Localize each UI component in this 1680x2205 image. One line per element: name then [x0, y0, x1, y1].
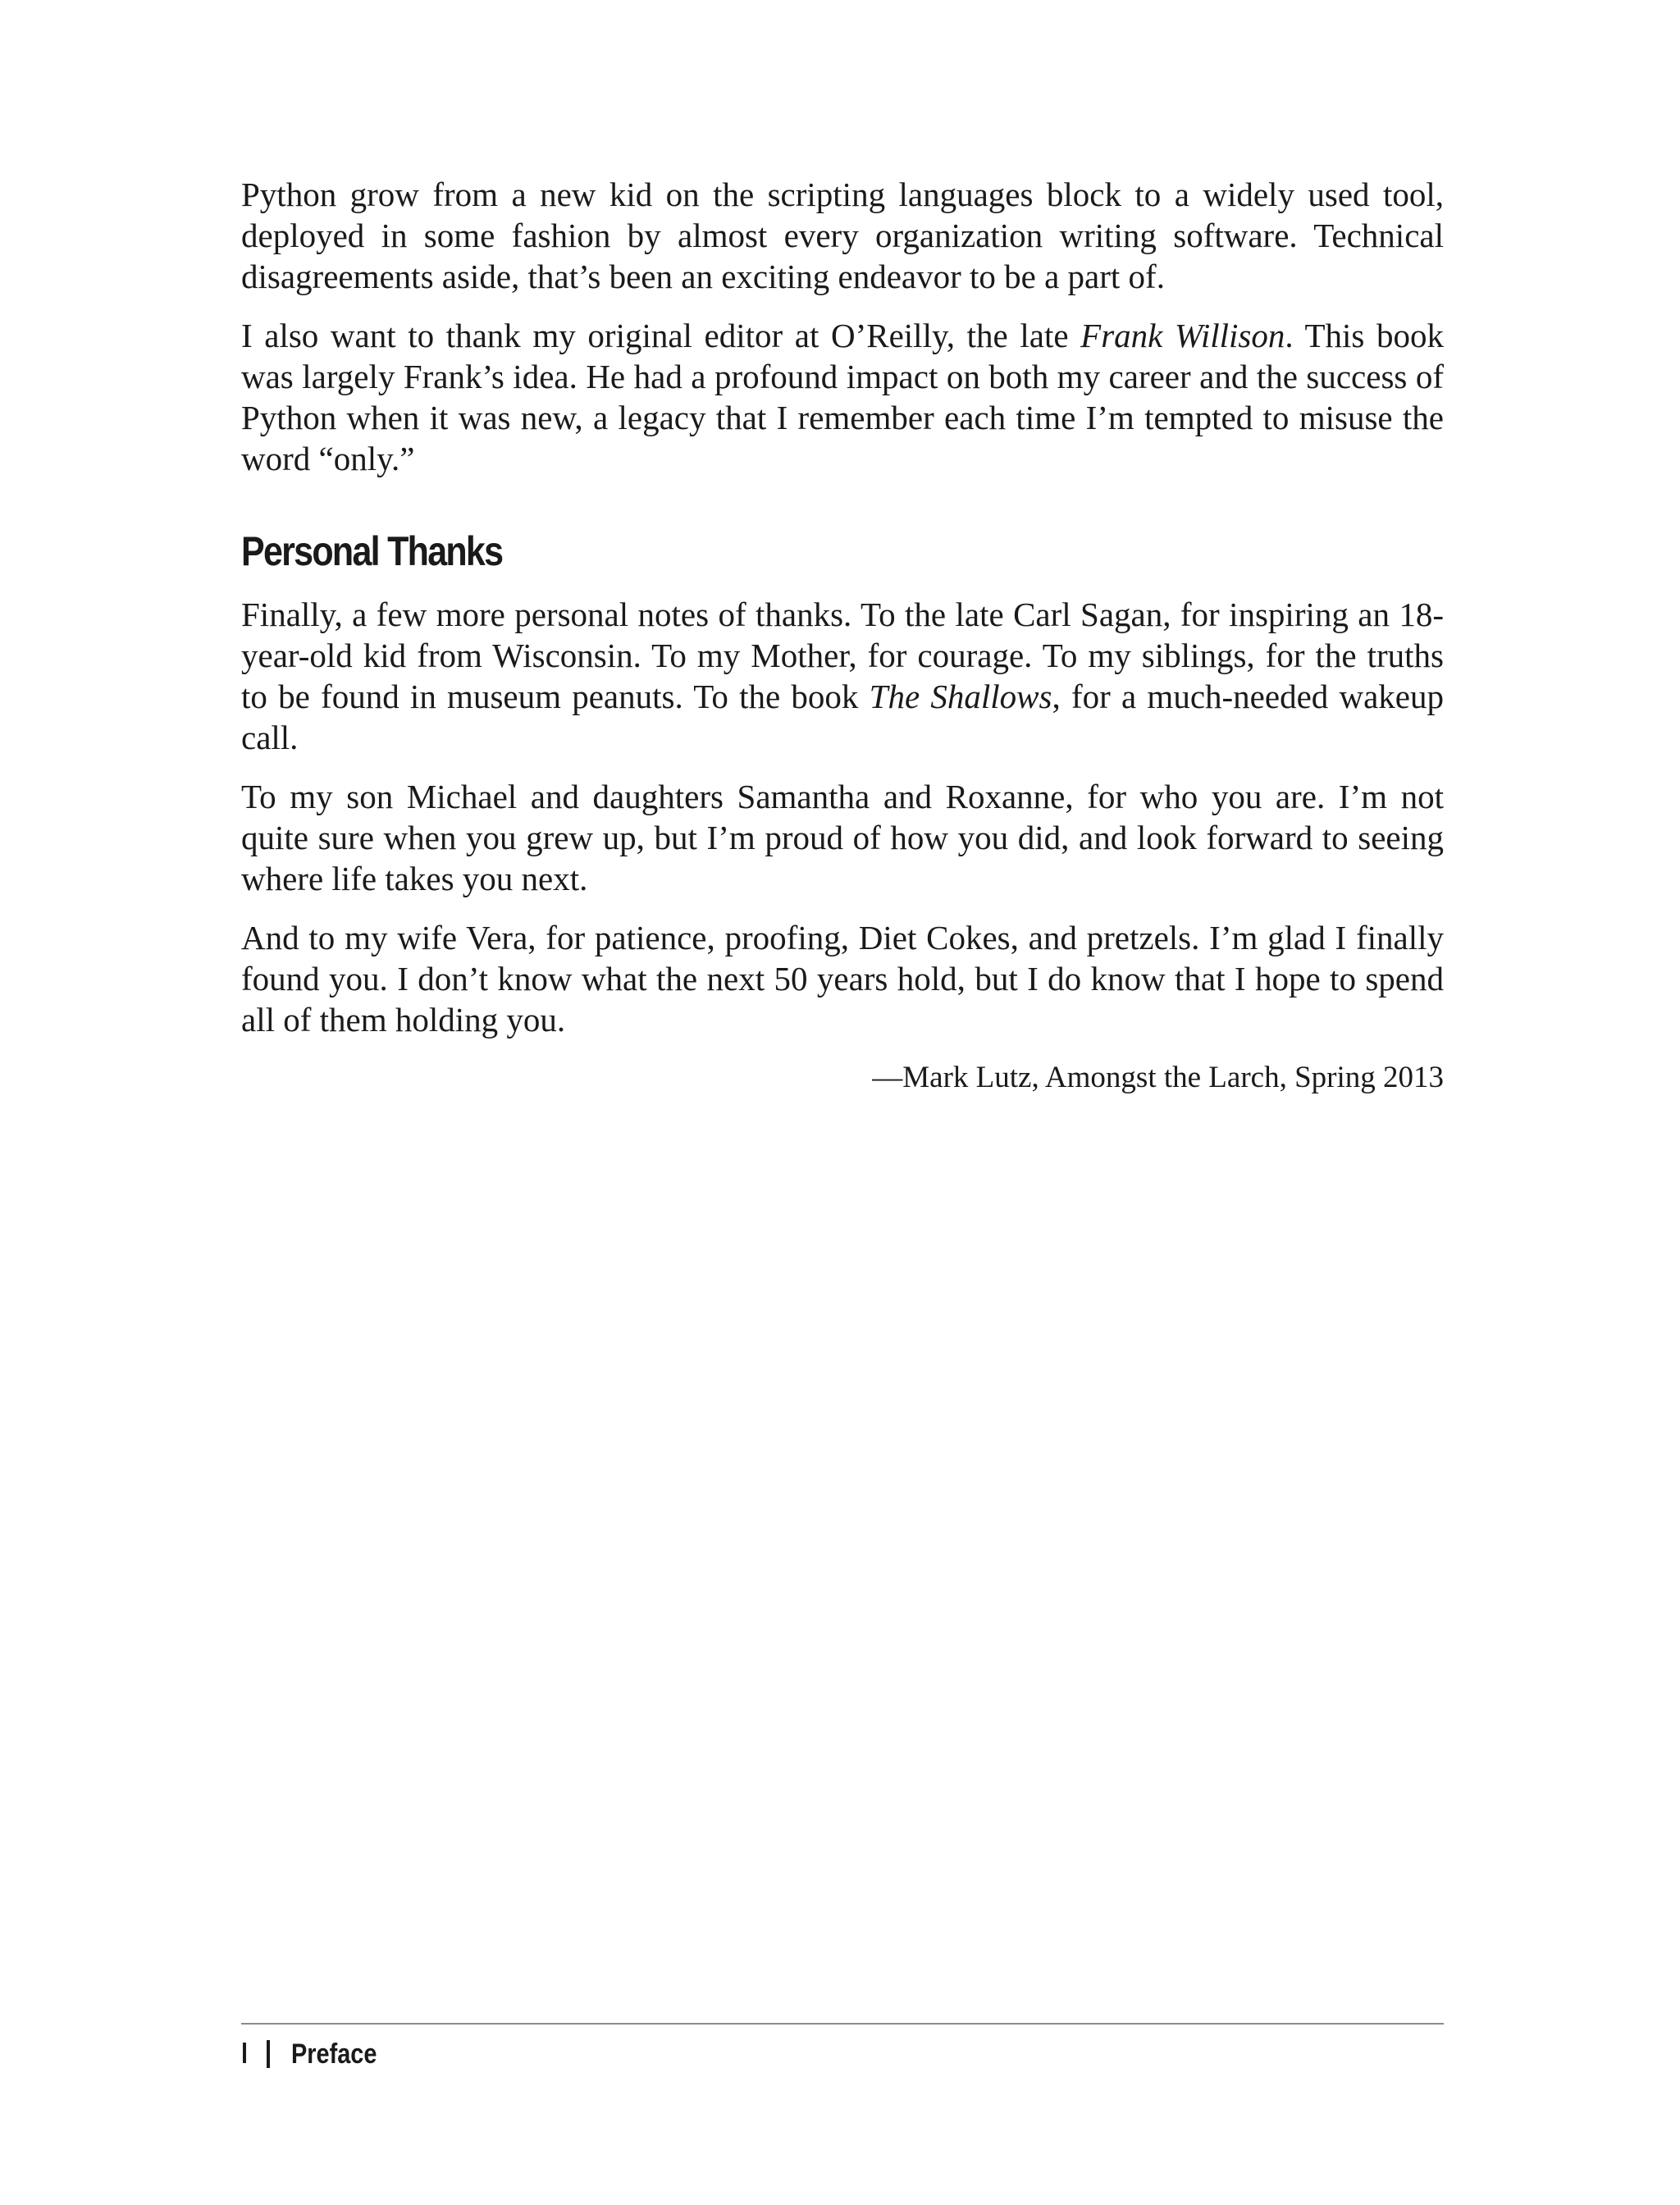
section-heading-personal-thanks: Personal Thanks — [241, 528, 503, 574]
editor-name-italic: Frank Willison — [1080, 317, 1285, 354]
page-footer — [241, 2033, 392, 2075]
footer-separator — [267, 2040, 270, 2068]
paragraph-children: To my son Michael and daughters Samantha and Roxanne, for who you are. I’m not quite sure when you grew up, but I’m proud of how you did, and look forward to seeing where life takes you next. — [241, 778, 1444, 897]
page-content — [241, 174, 1444, 1098]
footer-divider — [241, 2023, 1444, 2025]
paragraph-personal-notes-post: , for a much-needed wakeup call. — [241, 678, 1444, 756]
paragraph-editor-thanks-pre: I also want to thank my original editor at O’Reilly, the late — [241, 317, 1081, 354]
author-signature: —Mark Lutz, Amongst the Larch, Spring 2013 — [872, 1061, 1444, 1094]
paragraph-editor-thanks — [241, 315, 1444, 479]
running-footer-title: Preface — [291, 2038, 377, 2070]
paragraph-wife: And to my wife Vera, for patience, proofing, Diet Cokes, and pretzels. I’m glad I finally found you. I don’t know what the next 50 years hold, but I do know that I hope to spend all of them holding you. — [241, 919, 1444, 1039]
page-number: l — [241, 2038, 249, 2070]
paragraph-personal-notes — [241, 594, 1444, 758]
paragraph-editor-thanks-post: . This book was largely Frank’s idea. He had a profound impact on both my career and the success of Python when it was new, a legacy that I remember each time I’m tempted to misuse the word “only.” — [241, 317, 1444, 477]
paragraph-personal-notes-pre: Finally, a few more personal notes of thanks. To the late Carl Sagan, for inspiring an 18-year-old kid from Wisconsin. To my Mother, for courage. To my siblings, for the truths to be found in museum peanuts. To the book — [241, 596, 1444, 715]
book-title-italic: The Shallows — [869, 678, 1052, 715]
paragraph-python-growth: Python grow from a new kid on the scripting languages block to a widely used tool, deployed in some fashion by almost every organization writing software. Technical disagreements aside, that’s been an exciting endeavor to be a part of. — [241, 176, 1444, 295]
